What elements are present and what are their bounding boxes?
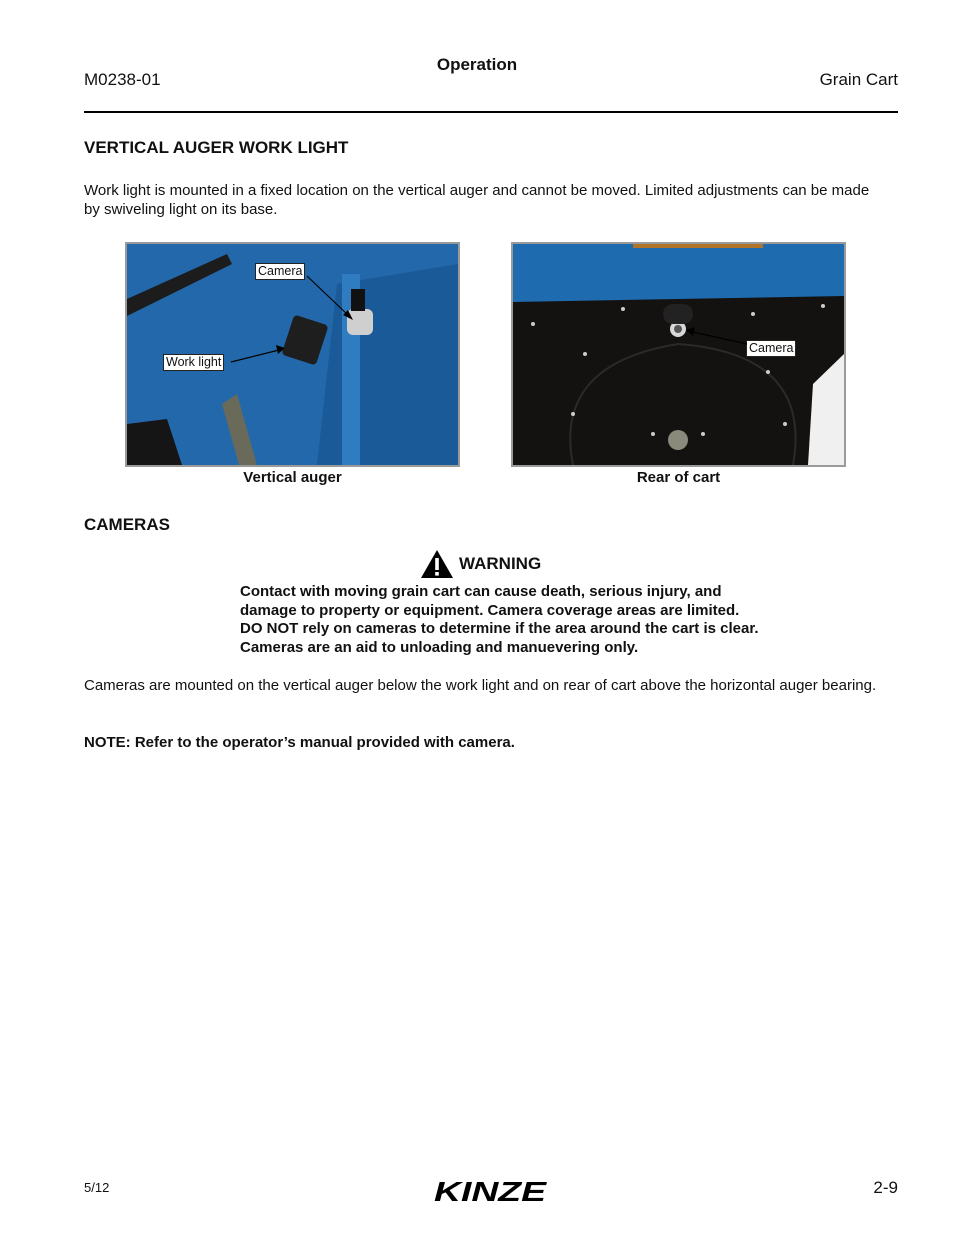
camera-note: NOTE: Refer to the operator’s manual provided with camera. (84, 734, 515, 751)
rear-of-cart-photo (511, 242, 846, 467)
cameras-heading: CAMERAS (84, 515, 170, 534)
section-title: Operation (436, 55, 518, 74)
doc-id: M0238-01 (84, 70, 161, 89)
warning-title: WARNING (459, 554, 542, 573)
header-rule (84, 111, 898, 113)
warning-triangle-icon (420, 549, 454, 579)
camera-callout: Camera (255, 263, 305, 280)
kinze-logo (430, 1176, 550, 1211)
work-light-heading: VERTICAL AUGER WORK LIGHT (84, 138, 349, 157)
product-name: Grain Cart (819, 70, 898, 89)
warning-header (420, 549, 541, 579)
work-light-paragraph: Work light is mounted in a fixed location on the vertical auger and cannot be moved. Limited adjustments can be made by swiveling light on its base. (84, 182, 870, 218)
svg-text:KINZE: KINZE (434, 1176, 548, 1206)
camera-callout-rear: Camera (746, 340, 796, 357)
callout-arrow-rear (513, 244, 844, 465)
revision-date: 5/12 (84, 1180, 110, 1195)
vertical-auger-caption: Vertical auger (243, 469, 342, 486)
callout-arrows (127, 244, 458, 465)
cameras-paragraph: Cameras are mounted on the vertical auger below the work light and on rear of cart above the horizontal auger bearing. (84, 677, 877, 694)
page-number: 2-9 (873, 1178, 898, 1197)
vertical-auger-photo (125, 242, 460, 467)
work-light-callout: Work light (163, 354, 224, 371)
warning-text: Contact with moving grain cart can cause death, serious injury, and damage to property or equipment. Camera coverage areas are limited. DO NOT rely on cameras to determine if the area around the cart is clear. Cameras are an aid to unloading and manuevering only. (240, 583, 759, 657)
rear-of-cart-caption: Rear of cart (636, 469, 721, 486)
